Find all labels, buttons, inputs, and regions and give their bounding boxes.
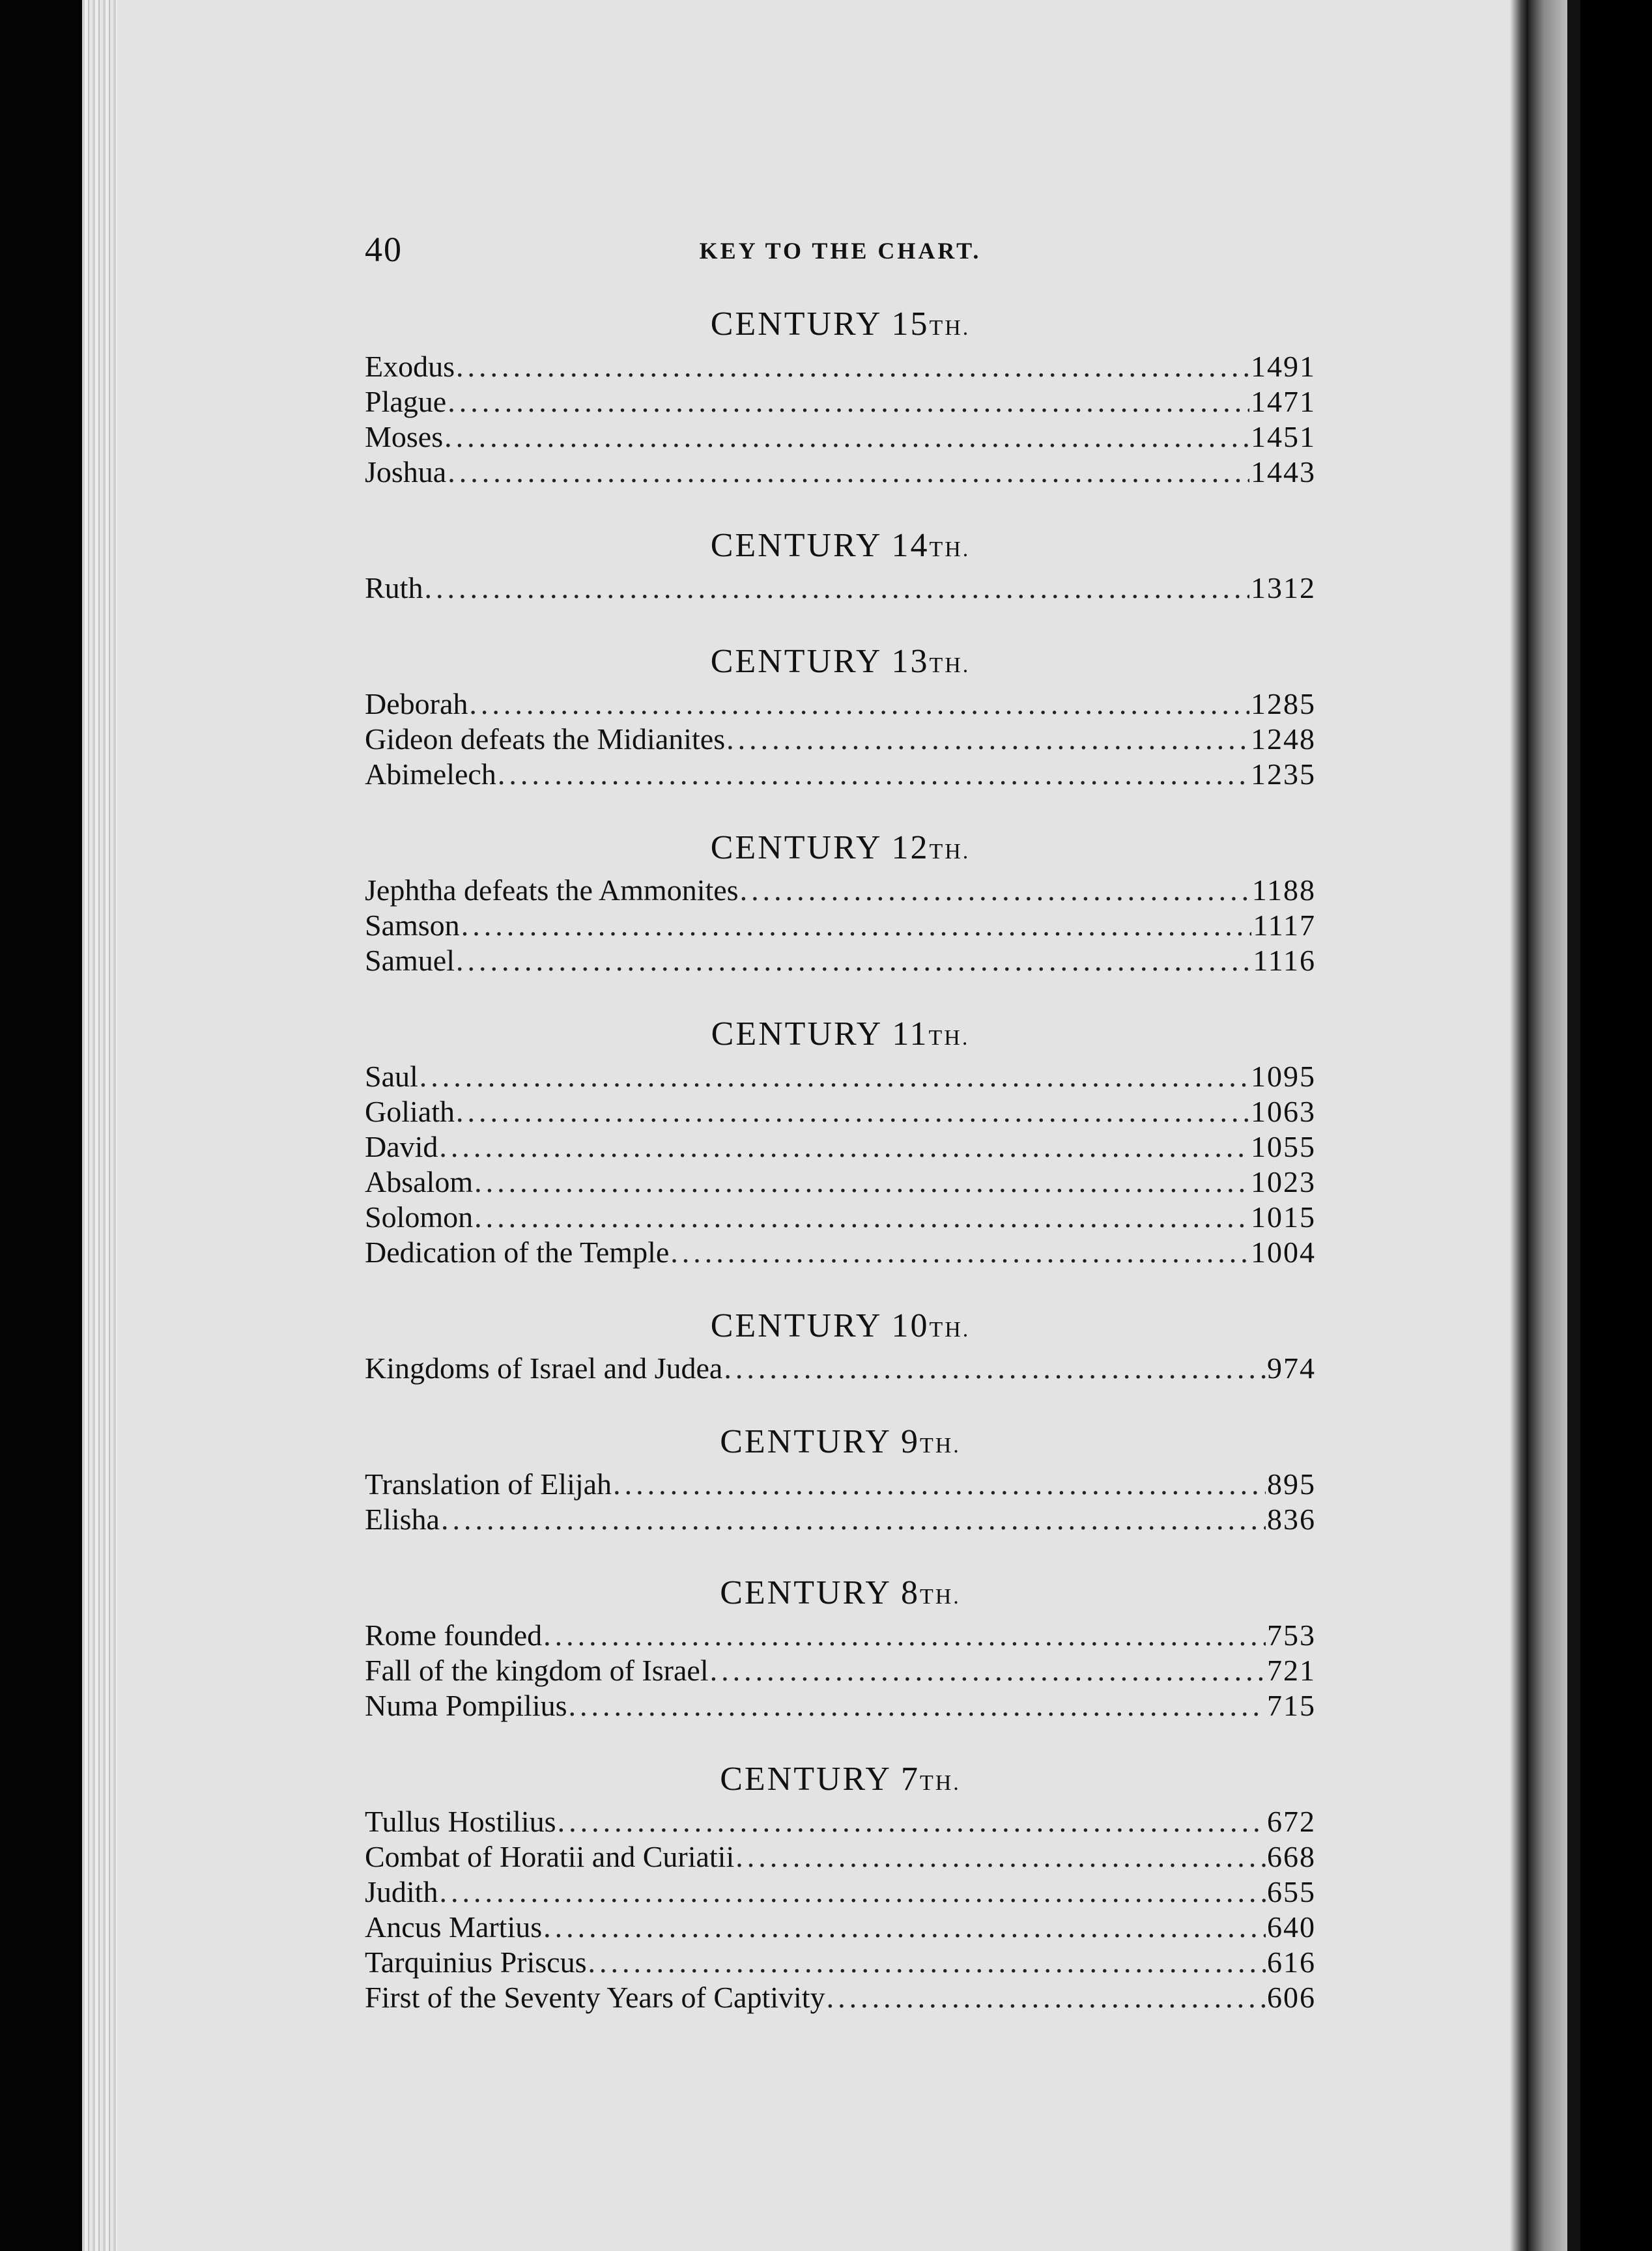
entry-year: 1117 (1253, 909, 1316, 942)
entry-row (365, 1165, 1316, 1200)
century-heading (365, 1301, 1316, 1351)
century-heading (365, 823, 1316, 873)
century-heading-suffix: TH. (928, 1026, 970, 1050)
entry-year: 1116 (1253, 944, 1316, 977)
entry-row (365, 1235, 1316, 1270)
entry-year: 1285 (1251, 687, 1316, 720)
century-heading-suffix: TH. (929, 537, 971, 561)
dot-leader (474, 1165, 1249, 1200)
century-heading-suffix: TH. (929, 316, 971, 340)
entry-row (365, 1653, 1316, 1688)
entry-row (365, 1875, 1316, 1910)
entry-name: Tullus Hostilius (365, 1805, 556, 1838)
entry-name: Moses (365, 420, 444, 453)
entry-year: 606 (1267, 1981, 1316, 2014)
entry-list (365, 571, 1316, 606)
entry-name: Goliath (365, 1095, 455, 1128)
entry-name: First of the Seventy Years of Captivity (365, 1981, 825, 2014)
entry-year: 1063 (1251, 1095, 1316, 1128)
page-edge-stripes (82, 0, 117, 2251)
entry-name: Deborah (365, 687, 468, 720)
century-heading-label: CENTURY 12 (710, 829, 930, 866)
entry-list (365, 1467, 1316, 1537)
entry-list (365, 349, 1316, 490)
entry-row (365, 1467, 1316, 1502)
century-heading-suffix: TH. (919, 1585, 961, 1609)
century-section (365, 637, 1316, 792)
entry-list (365, 1059, 1316, 1270)
dot-leader (474, 1200, 1249, 1235)
century-section (365, 521, 1316, 606)
dot-leader (543, 1910, 1266, 1945)
entry-list (365, 873, 1316, 978)
entry-name: Judith (365, 1875, 438, 1908)
century-heading-suffix: TH. (919, 1434, 961, 1458)
entry-name: Jephtha defeats the Ammonites (365, 873, 739, 907)
entry-name: Translation of Elijah (365, 1467, 612, 1501)
entry-year: 1312 (1251, 571, 1316, 604)
century-heading-label: CENTURY 11 (711, 1015, 929, 1053)
entry-name: Abimelech (365, 757, 496, 791)
entry-row (365, 1200, 1316, 1235)
century-heading-suffix: TH. (929, 840, 971, 864)
entry-list (365, 687, 1316, 792)
dot-leader (724, 1351, 1266, 1386)
entry-row (365, 1980, 1316, 2015)
entry-year: 1055 (1251, 1130, 1316, 1163)
dot-leader (827, 1980, 1266, 2015)
century-heading-label: CENTURY 8 (720, 1574, 920, 1611)
entry-name: Solomon (365, 1200, 474, 1234)
century-heading (365, 300, 1316, 349)
dot-leader (456, 349, 1249, 384)
entry-year: 715 (1267, 1689, 1316, 1722)
entry-name: Fall of the kingdom of Israel (365, 1654, 709, 1687)
entry-name: Ancus Martius (365, 1910, 543, 1944)
dot-leader (448, 384, 1249, 419)
entry-row (365, 722, 1316, 757)
century-section (365, 300, 1316, 490)
entry-year: 616 (1267, 1946, 1316, 1979)
entry-name: David (365, 1130, 438, 1163)
entry-year: 1491 (1251, 350, 1316, 383)
century-heading-label: CENTURY 15 (710, 305, 930, 343)
entry-year: 655 (1267, 1875, 1316, 1908)
dot-leader (456, 943, 1251, 978)
dot-leader (558, 1804, 1266, 1839)
scan-right-border (1567, 0, 1580, 2251)
entry-year: 721 (1267, 1654, 1316, 1687)
century-heading (365, 1755, 1316, 1804)
entry-row (365, 1059, 1316, 1094)
dot-leader (498, 757, 1249, 792)
century-heading-label: CENTURY 10 (710, 1307, 930, 1344)
century-heading (365, 521, 1316, 571)
entry-list (365, 1804, 1316, 2015)
entry-year: 1023 (1251, 1165, 1316, 1198)
dot-leader (726, 722, 1249, 757)
century-heading-label: CENTURY 13 (710, 643, 930, 680)
century-heading-label: CENTURY 7 (720, 1761, 920, 1798)
entry-row (365, 1688, 1316, 1723)
century-section (365, 823, 1316, 978)
entry-year: 1004 (1251, 1236, 1316, 1269)
dot-leader (424, 571, 1249, 606)
entry-year: 1235 (1251, 757, 1316, 791)
entry-row (365, 455, 1316, 490)
entry-year: 836 (1267, 1503, 1316, 1536)
century-heading (365, 1568, 1316, 1618)
dot-leader (735, 1839, 1266, 1875)
entry-row (365, 1945, 1316, 1980)
entry-list (365, 1618, 1316, 1723)
dot-leader (613, 1467, 1266, 1502)
entry-year: 1248 (1251, 722, 1316, 756)
dot-leader (461, 908, 1252, 943)
dot-leader (710, 1653, 1266, 1688)
entry-name: Rome founded (365, 1619, 543, 1652)
entry-name: Samson (365, 909, 460, 942)
entry-row (365, 1351, 1316, 1386)
entry-row (365, 1804, 1316, 1839)
page-header (365, 229, 1316, 281)
dot-leader (439, 1129, 1249, 1165)
entry-year: 668 (1267, 1840, 1316, 1873)
entry-row (365, 1129, 1316, 1165)
entry-name: Plague (365, 385, 447, 418)
entry-year: 753 (1267, 1619, 1316, 1652)
entry-row (365, 384, 1316, 419)
entry-year: 1443 (1251, 455, 1316, 488)
century-heading-suffix: TH. (929, 1318, 971, 1342)
entry-row (365, 943, 1316, 978)
entry-name: Exodus (365, 350, 455, 383)
entry-row (365, 571, 1316, 606)
dot-leader (456, 1094, 1249, 1129)
adjacent-page-edge (1528, 0, 1567, 2251)
century-heading (365, 1417, 1316, 1467)
entry-row (365, 687, 1316, 722)
page-fold-shadow (1510, 0, 1528, 2251)
entry-row (365, 349, 1316, 384)
dot-leader (441, 1502, 1266, 1537)
entry-name: Gideon defeats the Midianites (365, 722, 726, 756)
entry-year: 1471 (1251, 385, 1316, 418)
entry-row (365, 1910, 1316, 1945)
entry-year: 672 (1267, 1805, 1316, 1838)
running-head: KEY TO THE CHART. (699, 238, 982, 264)
entry-list (365, 1351, 1316, 1386)
entry-name: Saul (365, 1060, 418, 1093)
entry-year: 1188 (1251, 873, 1316, 907)
dot-leader (740, 873, 1251, 908)
entry-year: 974 (1267, 1352, 1316, 1385)
century-heading (365, 637, 1316, 687)
scan-left-border (0, 0, 82, 2251)
entry-row (365, 1094, 1316, 1129)
century-section (365, 1417, 1316, 1537)
dot-leader (543, 1618, 1266, 1653)
entry-year: 640 (1267, 1910, 1316, 1944)
dot-leader (439, 1875, 1266, 1910)
entry-row (365, 757, 1316, 792)
dot-leader (469, 687, 1249, 722)
century-section (365, 1010, 1316, 1270)
entry-name: Dedication of the Temple (365, 1236, 670, 1269)
entry-row (365, 873, 1316, 908)
entry-name: Ruth (365, 571, 423, 604)
entry-row (365, 419, 1316, 455)
entry-year: 1095 (1251, 1060, 1316, 1093)
entry-name: Joshua (365, 455, 447, 488)
dot-leader (444, 419, 1249, 455)
entry-name: Numa Pompilius (365, 1689, 567, 1722)
entry-year: 1451 (1251, 420, 1316, 453)
entry-year: 895 (1267, 1467, 1316, 1501)
century-section (365, 1755, 1316, 2015)
century-section (365, 1301, 1316, 1386)
dot-leader (420, 1059, 1249, 1094)
entry-row (365, 908, 1316, 943)
dot-leader (588, 1945, 1266, 1980)
dot-leader (670, 1235, 1249, 1270)
page-number: 40 (365, 230, 403, 269)
chart-key-list (365, 300, 1316, 2046)
entry-row (365, 1839, 1316, 1875)
entry-row (365, 1618, 1316, 1653)
entry-row (365, 1502, 1316, 1537)
entry-year: 1015 (1251, 1200, 1316, 1234)
entry-name: Elisha (365, 1503, 440, 1536)
century-heading-suffix: TH. (929, 653, 971, 677)
entry-name: Absalom (365, 1165, 474, 1198)
entry-name: Combat of Horatii and Curiatii (365, 1840, 735, 1873)
century-section (365, 1568, 1316, 1723)
century-heading-label: CENTURY 9 (720, 1423, 920, 1460)
century-heading (365, 1010, 1316, 1059)
entry-name: Kingdoms of Israel and Judea (365, 1352, 723, 1385)
entry-name: Tarquinius Priscus (365, 1946, 587, 1979)
entry-name: Samuel (365, 944, 455, 977)
dot-leader (448, 455, 1249, 490)
century-heading-suffix: TH. (919, 1771, 961, 1795)
century-heading-label: CENTURY 14 (710, 527, 930, 564)
dot-leader (569, 1688, 1266, 1723)
